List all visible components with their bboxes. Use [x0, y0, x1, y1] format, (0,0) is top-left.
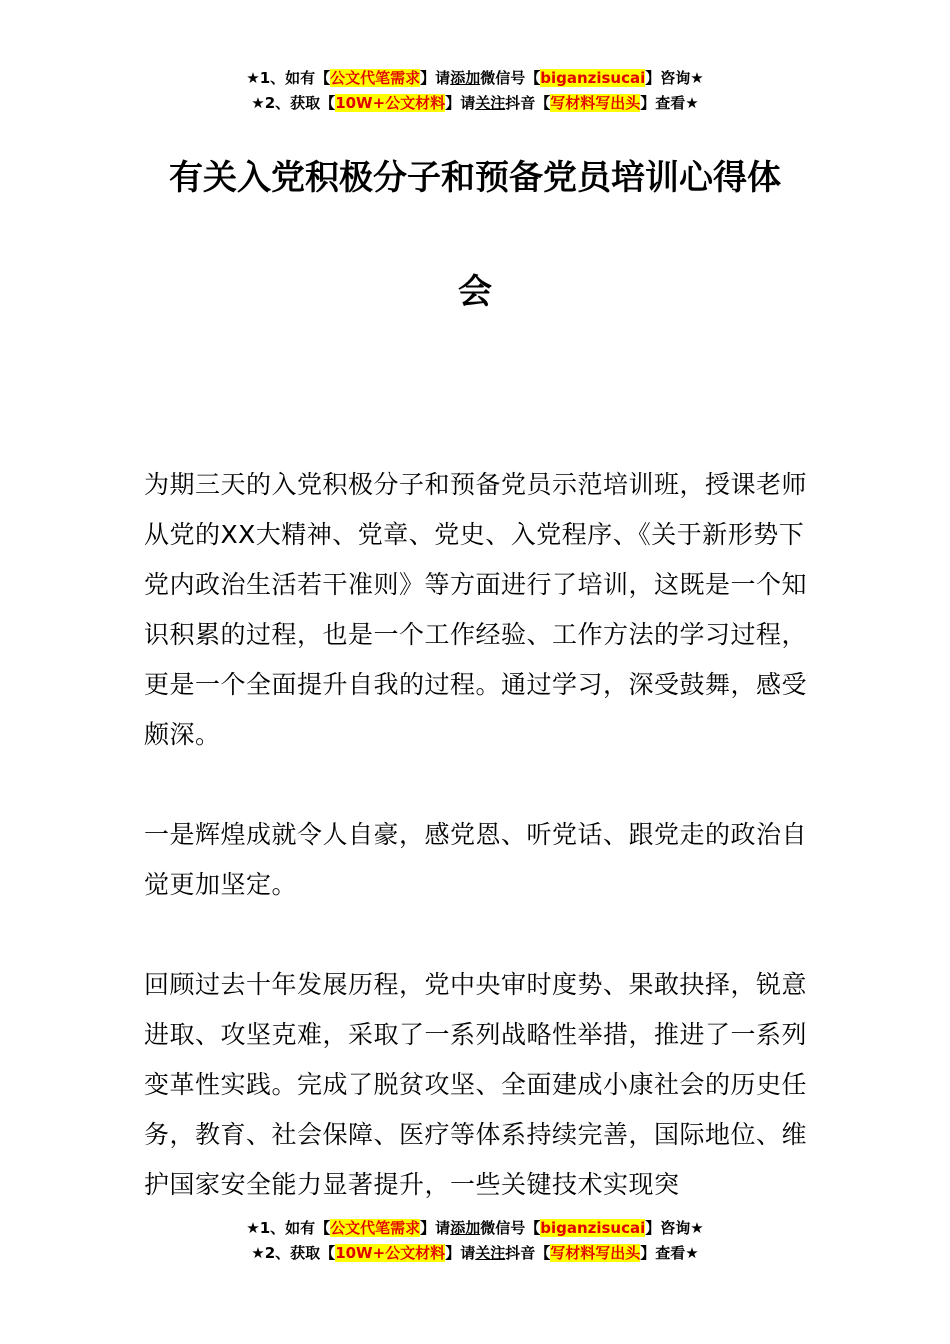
paragraph-1: 为期三天的入党积极分子和预备党员示范培训班，授课老师从党的XX大精神、党章、党史、入党程序、《关于新形势下党内政治生活若干准则》等方面进行了培训，这既是一个知识积累的过程，也是一个工作经验、工作方法的学习过程，更是一个全面提升自我的过程。通过学习，深受鼓舞，感受颇深。 [144, 470, 808, 749]
title-line-1: 有关入党积极分子和预备党员培训心得体 [169, 158, 781, 198]
promo-line-2 [0, 1241, 950, 1266]
promo-text: 】请 [420, 69, 451, 87]
promo-highlight: biganzisucai [540, 1219, 646, 1237]
promo-text: 】请 [445, 1244, 476, 1262]
promo-line-1 [0, 1216, 950, 1241]
promo-highlight: 写材料写出头 [550, 94, 641, 112]
promo-text: 】请 [420, 1219, 451, 1237]
promo-highlight: 公文代笔需求 [330, 69, 421, 87]
promo-text: 微信号【 [480, 69, 541, 87]
paragraph-3: 回顾过去十年发展历程，党中央审时度势、果敢抉择，锐意进取、攻坚克难，采取了一系列战略性举措，推进了一系列变革性实践。完成了脱贫攻坚、全面建成小康社会的历史任务，教育、社会保障、医疗等体系持续完善，国际地位、维护国家安全能力显著提升，一些关键技术实现突 [144, 970, 808, 1199]
promo-highlight: 写材料写出头 [550, 1244, 641, 1262]
promo-underline: 关注 [475, 94, 506, 112]
promo-text: ★1、如有【 [246, 69, 331, 87]
promo-text: ★2、获取【 [251, 94, 336, 112]
promo-text: 抖音【 [505, 1244, 551, 1262]
promo-highlight: 公文代笔需求 [330, 1219, 421, 1237]
footer-promo-banner [0, 1216, 950, 1266]
promo-text: 】查看★ [640, 1244, 699, 1262]
promo-text: 微信号【 [480, 1219, 541, 1237]
promo-underline: 添加 [450, 1219, 481, 1237]
header-promo-banner [0, 66, 950, 116]
document-title [0, 148, 950, 322]
paragraph-2: 一是辉煌成就令人自豪，感党恩、听党话、跟党走的政治自觉更加坚定。 [144, 820, 808, 899]
promo-underline: 添加 [450, 69, 481, 87]
promo-text: ★1、如有【 [246, 1219, 331, 1237]
promo-highlight: 10W+公文材料 [335, 1244, 446, 1262]
promo-text: 】咨询★ [645, 69, 704, 87]
promo-underline: 关注 [475, 1244, 506, 1262]
promo-line-2 [0, 91, 950, 116]
promo-line-1 [0, 66, 950, 91]
document-body [144, 460, 808, 1260]
promo-highlight: 10W+公文材料 [335, 94, 446, 112]
promo-highlight: biganzisucai [540, 69, 646, 87]
promo-text: 】请 [445, 94, 476, 112]
promo-text: 】咨询★ [645, 1219, 704, 1237]
promo-text: ★2、获取【 [251, 1244, 336, 1262]
promo-text: 抖音【 [505, 94, 551, 112]
title-line-2: 会 [458, 272, 492, 312]
promo-text: 】查看★ [640, 94, 699, 112]
